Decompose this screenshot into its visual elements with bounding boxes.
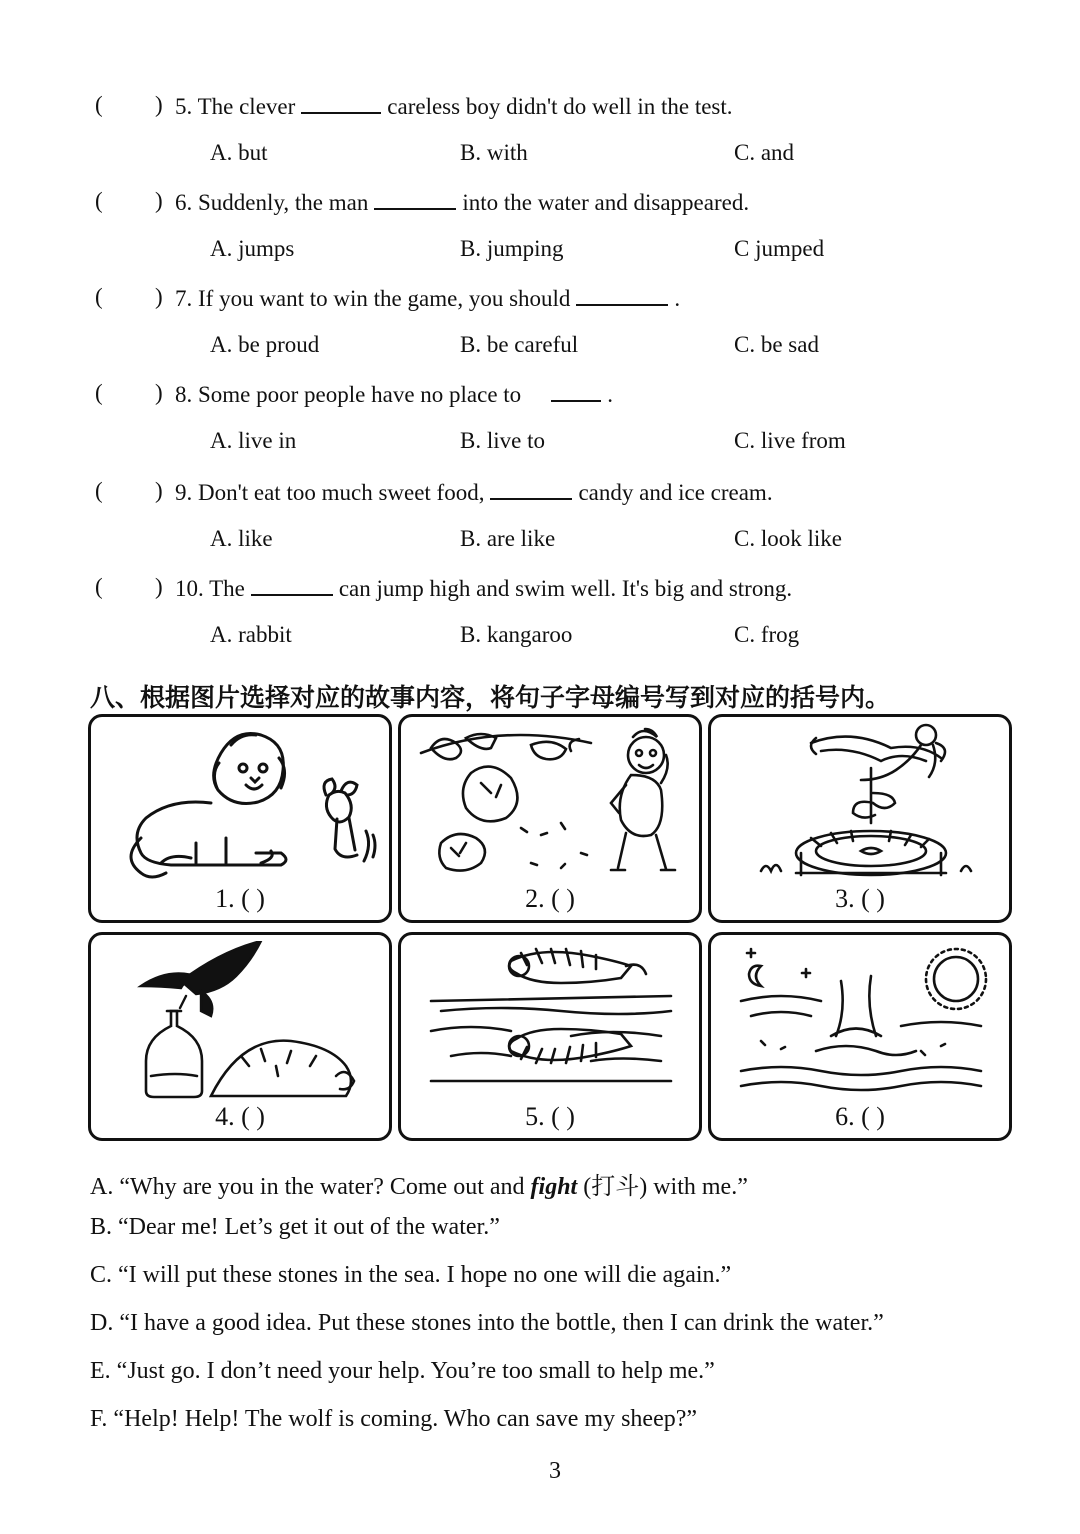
question-line <box>0 182 1080 226</box>
sentence-a: A. “Why are you in the water? Come out and fight (打斗) with me.” <box>90 1174 748 1200</box>
option-b: B. jumping <box>460 236 564 261</box>
crow-bottle-icon <box>101 941 381 1101</box>
option-a: A. live in <box>210 428 297 453</box>
picture-grid <box>88 714 1020 1148</box>
sun-sea-icon <box>721 941 1001 1101</box>
question-5 <box>0 86 1080 182</box>
picture-panel-6 <box>708 932 1012 1141</box>
question-stem: 10. The can jump high and swim well. It's big and strong. <box>175 576 793 601</box>
answer-paren-open: ( <box>95 574 103 599</box>
options <box>0 230 1080 270</box>
options <box>0 422 1080 462</box>
options <box>0 616 1080 656</box>
answer-blank[interactable] <box>251 574 333 596</box>
option-c: C. be sad <box>734 332 819 357</box>
panel-label[interactable]: 5. ( ) <box>525 1102 575 1131</box>
sentence-f: F. “Help! Help! The wolf is coming. Who can save my sheep?” <box>90 1406 698 1432</box>
option-a: A. rabbit <box>210 622 292 647</box>
option-a: A. be proud <box>210 332 320 357</box>
monkey-well-icon <box>721 723 1001 883</box>
picture-panel-3 <box>708 714 1012 923</box>
question-line <box>0 374 1080 418</box>
option-b: B. kangaroo <box>460 622 573 647</box>
question-7 <box>0 278 1080 374</box>
panel-label[interactable]: 3. ( ) <box>835 884 885 913</box>
question-6 <box>0 182 1080 278</box>
question-stem: 7. If you want to win the game, you should . <box>175 286 681 311</box>
question-stem: 6. Suddenly, the man into the water and disappeared. <box>175 190 750 215</box>
question-stem: 9. Don't eat too much sweet food, candy and ice cream. <box>175 480 773 505</box>
question-10 <box>0 568 1080 664</box>
question-stem: 8. Some poor people have no place to . <box>175 382 613 407</box>
answer-paren-close: ) <box>155 478 163 503</box>
option-a: A. like <box>210 526 273 551</box>
answer-paren-open: ( <box>95 478 103 503</box>
answer-paren-close: ) <box>155 92 163 117</box>
option-b: B. live to <box>460 428 545 453</box>
option-c: C. and <box>734 140 795 165</box>
answer-paren-close: ) <box>155 284 163 309</box>
picture-panel-2 <box>398 714 702 923</box>
answer-paren-close: ) <box>155 380 163 405</box>
option-b: B. be careful <box>460 332 579 357</box>
answer-paren-open: ( <box>95 380 103 405</box>
answer-blank[interactable] <box>576 284 668 306</box>
option-c: C. look like <box>734 526 842 551</box>
page-number: 3 <box>549 1458 561 1484</box>
panel-label[interactable]: 2. ( ) <box>525 884 575 913</box>
lion-mouse-icon <box>101 723 381 883</box>
answer-blank[interactable] <box>490 478 572 500</box>
question-9 <box>0 472 1080 568</box>
panel-label[interactable]: 6. ( ) <box>835 1102 885 1131</box>
answer-paren-close: ) <box>155 188 163 213</box>
answer-blank[interactable] <box>374 188 456 210</box>
options <box>0 134 1080 174</box>
picture-panel-5 <box>398 932 702 1141</box>
option-c: C. live from <box>734 428 846 453</box>
picture-panel-4 <box>88 932 392 1141</box>
sentence-e: E. “Just go. I don’t need your help. You’re too small to help me.” <box>90 1358 715 1384</box>
sentence-c: C. “I will put these stones in the sea. I hope no one will die again.” <box>90 1262 732 1288</box>
panel-label[interactable]: 4. ( ) <box>215 1102 265 1131</box>
option-a: A. jumps <box>210 236 295 261</box>
sentence-b: B. “Dear me! Let’s get it out of the water.” <box>90 1214 500 1240</box>
tiger-reflection-icon <box>411 941 691 1101</box>
panel-label[interactable]: 1. ( ) <box>215 884 265 913</box>
answer-paren-close: ) <box>155 574 163 599</box>
answer-blank[interactable] <box>301 92 381 114</box>
option-c: C. frog <box>734 622 800 647</box>
section-title: 八、根据图片选择对应的故事内容，将句子字母编号写到对应的括号内。 <box>90 683 891 712</box>
option-c: C jumped <box>734 236 825 261</box>
option-b: B. with <box>460 140 528 165</box>
option-b: B. are like <box>460 526 556 551</box>
answer-paren-open: ( <box>95 92 103 117</box>
question-line <box>0 86 1080 130</box>
question-stem: 5. The clever careless boy didn't do well in the test. <box>175 94 733 119</box>
question-line <box>0 278 1080 322</box>
question-8 <box>0 374 1080 470</box>
option-a: A. but <box>210 140 268 165</box>
answer-blank[interactable] <box>551 380 601 402</box>
answer-paren-open: ( <box>95 188 103 213</box>
emphasis-word: fight <box>530 1174 578 1200</box>
sentence-d: D. “I have a good idea. Put these stones into the bottle, then I can drink the water.” <box>90 1310 884 1336</box>
question-line <box>0 568 1080 612</box>
question-line <box>0 472 1080 516</box>
picture-panel-1 <box>88 714 392 923</box>
answer-paren-open: ( <box>95 284 103 309</box>
options <box>0 520 1080 560</box>
options <box>0 326 1080 366</box>
boy-wolf-sheep-icon <box>411 723 691 883</box>
